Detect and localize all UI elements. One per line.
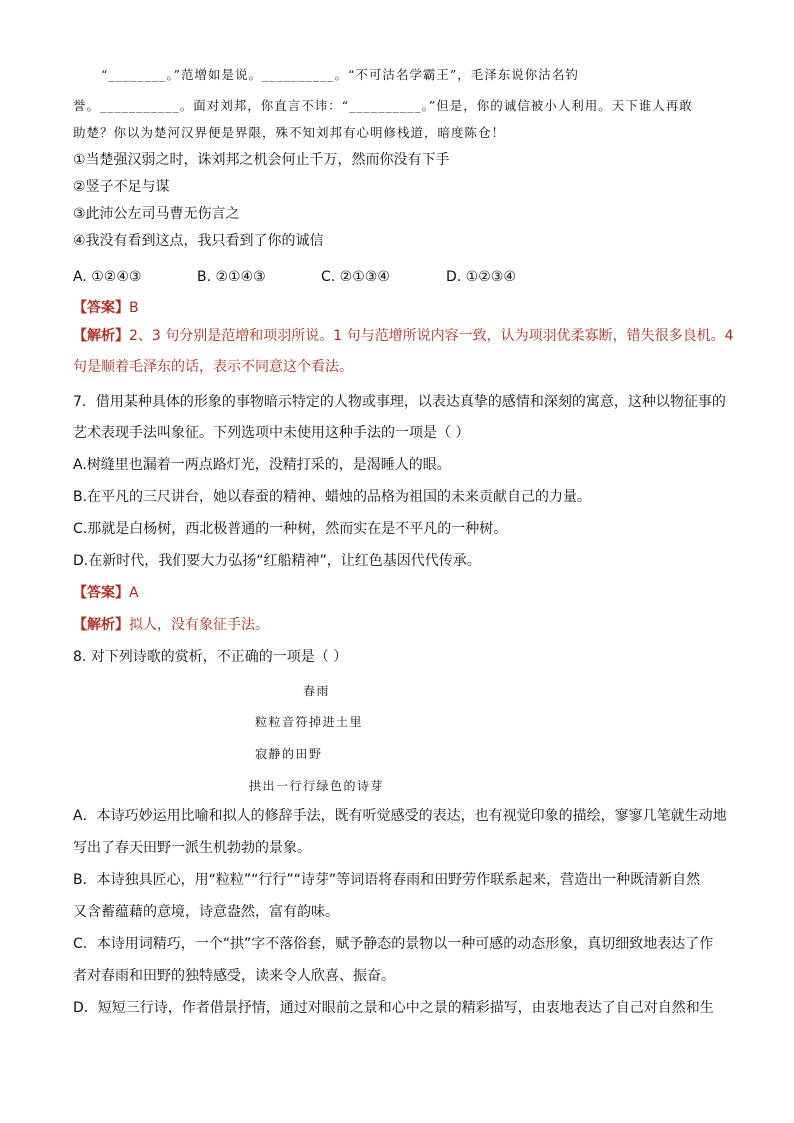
q6-answer <box>73 299 139 317</box>
q6-analysis-line2: 句是顺着毛泽东的话，表示不同意这个看法。 <box>73 359 353 375</box>
q7-analysis-label: 【解析】 <box>73 617 129 633</box>
q7-analysis-text: 拟人，没有象征手法。 <box>129 617 269 633</box>
poem-line-2: 寂静的田野 <box>255 747 323 761</box>
q6-item-3: ③此沛公左司马曹无伤言之 <box>73 206 240 222</box>
q7-option-b: B.在平凡的三尺讲台，她以春蚕的精神、蜡烛的品格为祖国的未来贡献自己的力量。 <box>73 489 592 505</box>
q7-stem-line2: 艺术表现手法叫象征。下列选项中未使用这种手法的一项是（ ） <box>73 425 470 441</box>
q6-tail-line3: 助楚？你以为楚河汉界便是界限，殊不知刘邦有心明修栈道，暗度陈仓！ <box>73 125 506 140</box>
q6-analysis-text1: 2、3 句分别是范增和项羽所说。1 句与范增所说内容一致，认为项羽优柔寡断，错失很多良机。4 <box>129 328 734 344</box>
poem-title: 春雨 <box>303 684 331 698</box>
q7-stem-line1: 7．借用某种具体的形象的事物暗示特定的人物或事理，以表达真挚的感情和深刻的寓意，这种以物征事的 <box>73 394 726 410</box>
q8-option-a-line2: 写出了春天田野一派生机勃勃的景象。 <box>73 840 311 856</box>
q6-option-b: B. ②①④③ <box>197 269 266 285</box>
q6-option-a: A. ①②④③ <box>73 269 142 285</box>
q7-option-c: C.那就是白杨树，西北极普通的一种树，然而实在是不平凡的一种树。 <box>73 521 508 537</box>
q6-tail-line2: 誉。___________。面对刘邦，你直言不讳：“__________。”但是，你的诚信被小人利用。天下谁人再敢 <box>73 98 693 113</box>
q6-answer-label: 【答案】 <box>73 300 129 316</box>
q6-analysis-label: 【解析】 <box>73 328 129 344</box>
poem-line-3: 拱出一行行绿色的诗芽 <box>249 779 385 793</box>
q8-stem: 8. 对下列诗歌的赏析，不正确的一项是（ ） <box>73 649 348 665</box>
q6-option-d: D. ①②③④ <box>446 269 516 285</box>
q6-analysis-line1 <box>73 327 734 345</box>
q8-option-d-line1: D．短短三行诗，作者借景抒情，通过对眼前之景和心中之景的精彩描写，由衷地表达了自己对自然和生 <box>73 1000 714 1016</box>
q8-option-c-line2: 者对春雨和田野的独特感受，读来令人欣喜、振奋。 <box>73 968 395 984</box>
q6-option-c: C. ②①③④ <box>321 269 390 285</box>
q7-answer-value: A <box>129 585 139 601</box>
poem-line-1: 粒粒音符掉进土里 <box>255 715 364 729</box>
q8-option-b-line2: 又含蓄蕴藉的意境，诗意盎然，富有韵味。 <box>73 904 339 920</box>
q6-item-4: ④我没有看到这点，我只看到了你的诚信 <box>73 233 324 249</box>
q6-answer-value: B <box>129 300 139 316</box>
q7-answer-label: 【答案】 <box>73 585 129 601</box>
q7-option-a: A.树缝里也漏着一两点路灯光，没精打采的，是渴睡人的眼。 <box>73 457 451 473</box>
q8-option-c-line1: C．本诗用词精巧，一个“拱”字不落俗套，赋予静态的景物以一种可感的动态形象，真切细致地表达了作 <box>73 936 714 952</box>
q6-item-2: ②竖子不足与谋 <box>73 179 170 195</box>
q7-analysis <box>73 616 269 634</box>
q7-option-d: D.在新时代，我们要大力弘扬“红船精神”，让红色基因代代传承。 <box>73 553 481 569</box>
q8-option-b-line1: B．本诗独具匠心，用“粒粒”“行行”“诗芽”等词语将春雨和田野劳作联系起来，营造出一种既清新自然 <box>73 872 701 888</box>
q6-tail-line1: “________。”范增如是说。__________。“不可沽名学霸王”，毛泽东说你沽名钓 <box>101 67 579 82</box>
q8-option-a-line1: A．本诗巧妙运用比喻和拟人的修辞手法，既有听觉感受的表达，也有视觉印象的描绘，寥寥几笔就生动地 <box>73 808 727 824</box>
q6-item-1: ①当楚强汉弱之时，诛刘邦之机会何止千万，然而你没有下手 <box>73 152 450 168</box>
q7-answer <box>73 584 139 602</box>
